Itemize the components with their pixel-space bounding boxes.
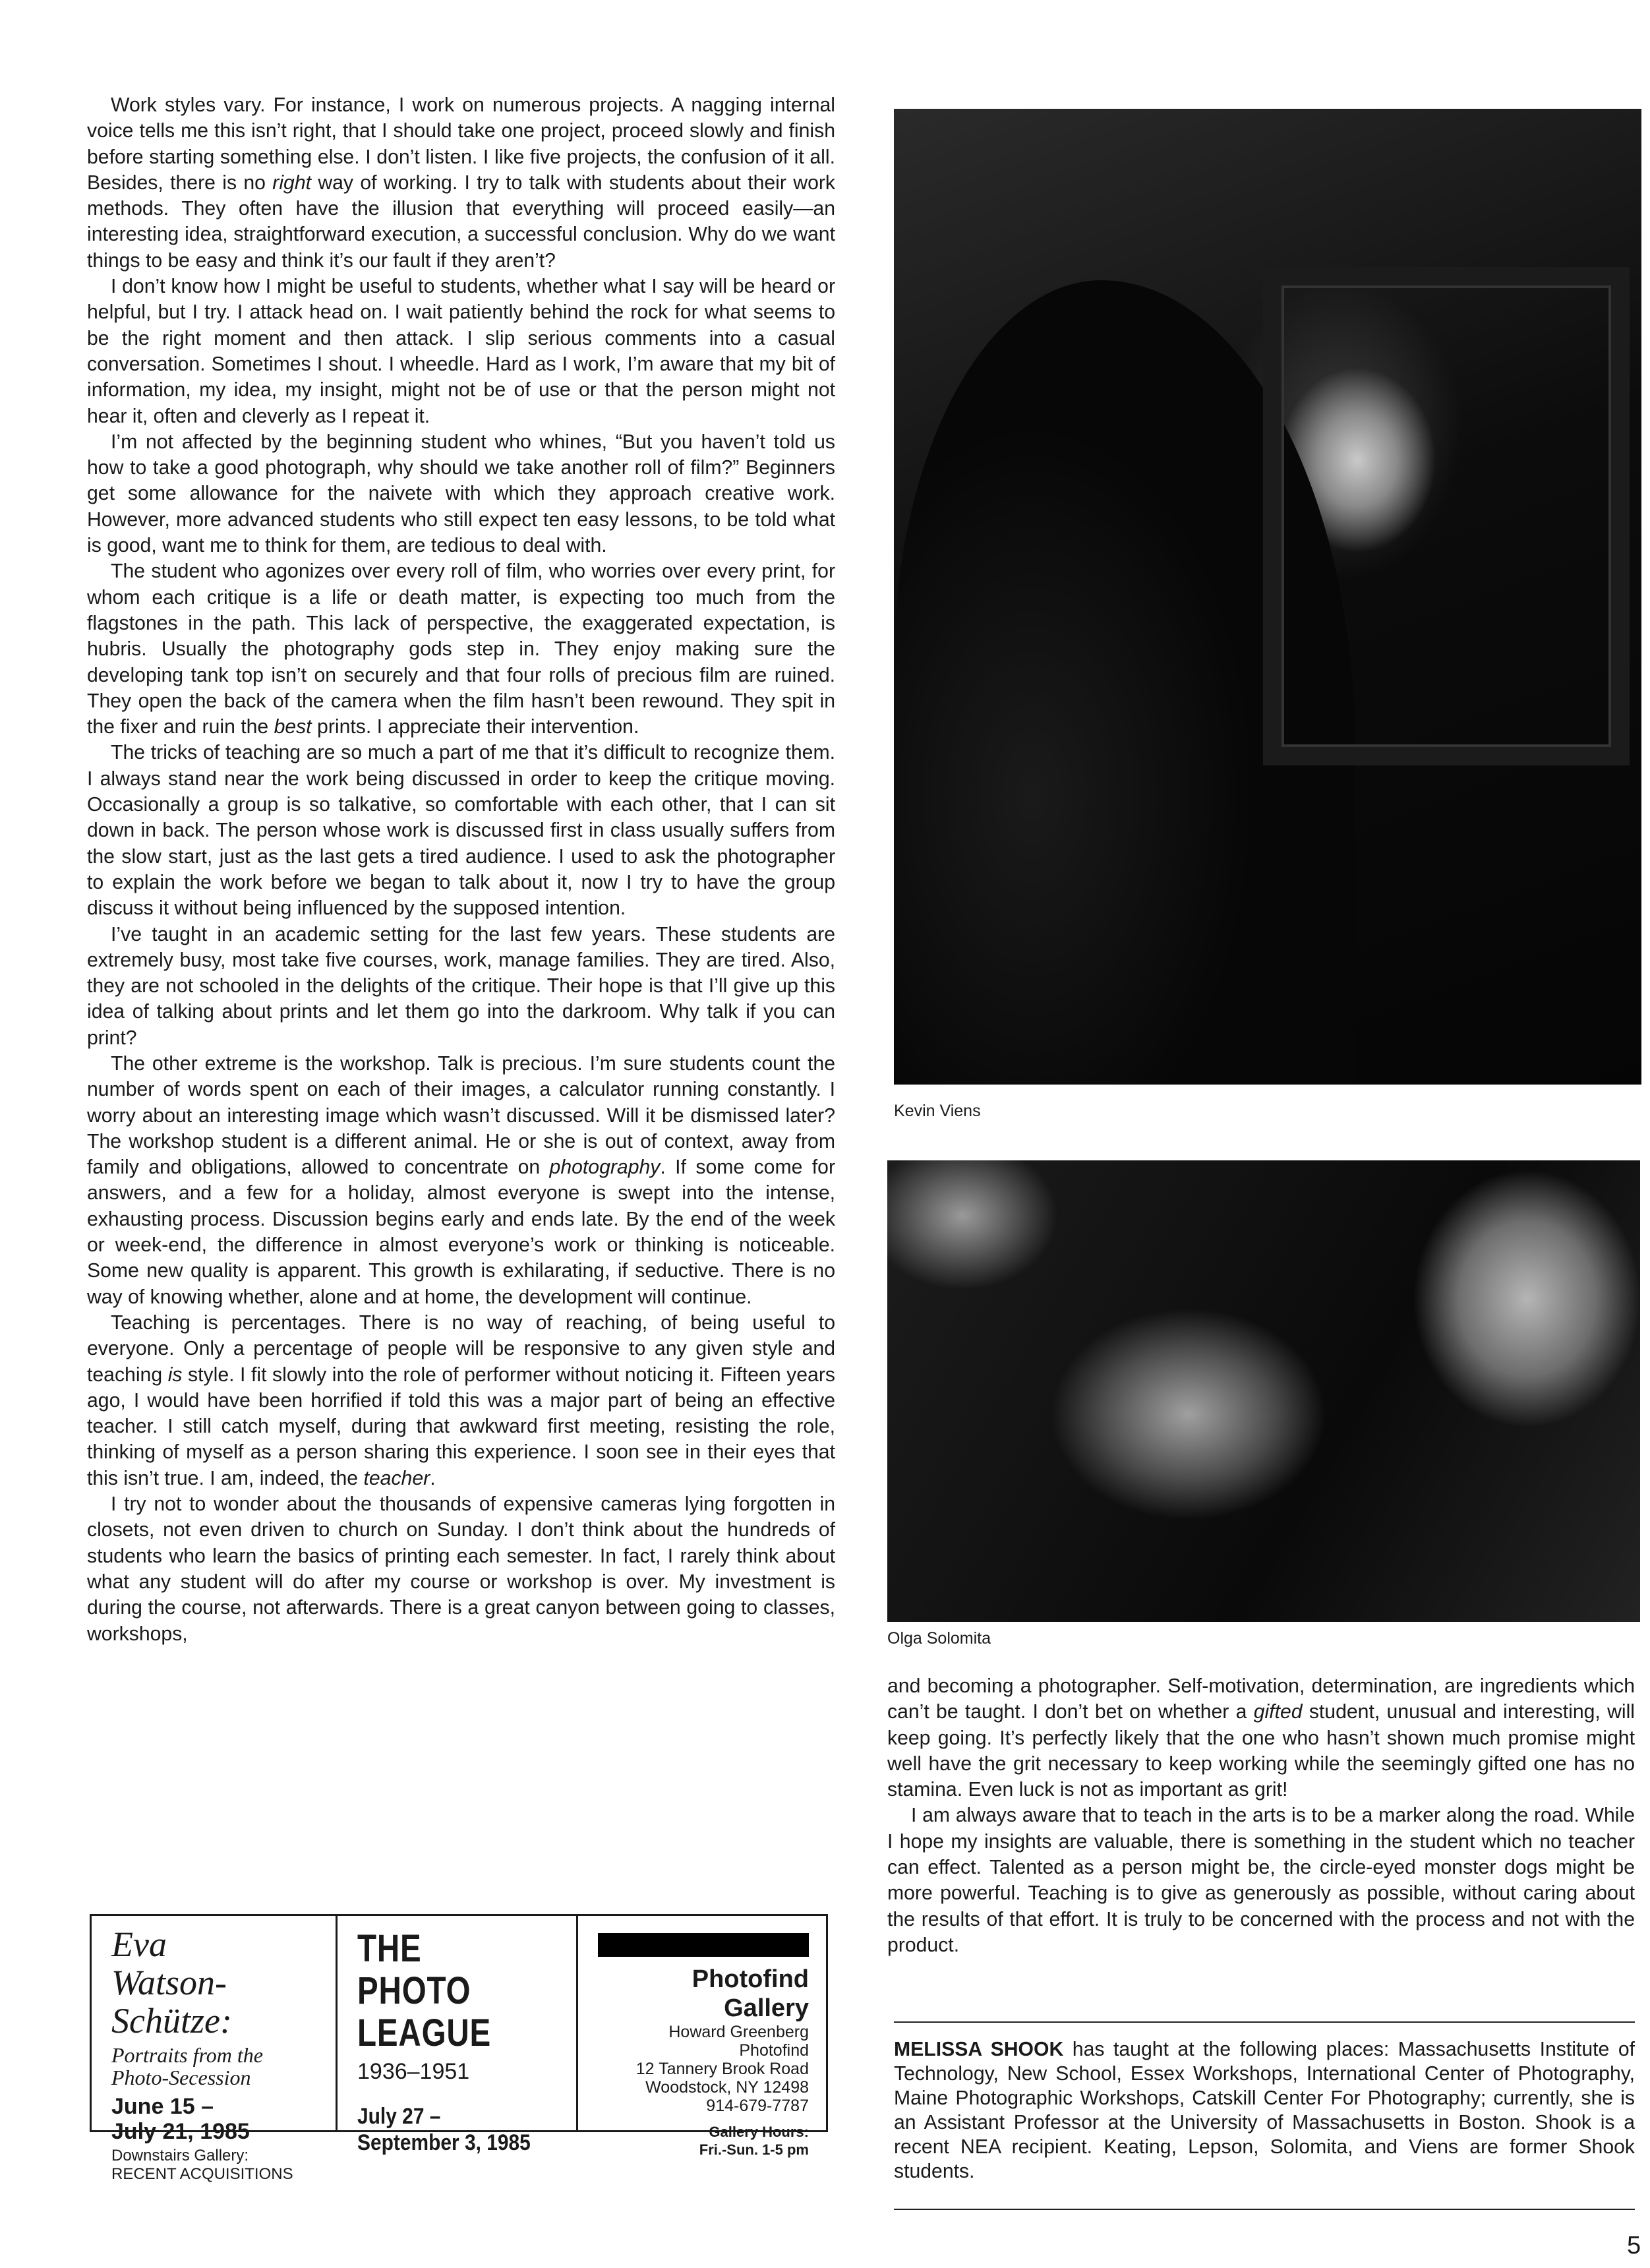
gallery-ad [90, 1914, 828, 2183]
article-paragraph [87, 1051, 835, 1310]
ad-eva-watson-schutze [92, 1916, 336, 2183]
article-text: I am always aware that to teach in the arts is to be a marker along the road. While I hope my insights are valuable, there is something in the student which no teacher can effect. Talented as a person might be, the circle-eyed monster dogs might be more powerful. Teaching is to give as generously as possible, without caring about the results of that effort. It is truly to be concerned with the process and not with the product. [887, 1805, 1635, 1956]
article-paragraph [887, 1803, 1635, 1958]
article-text: student, unusual and interesting, will keep going. It’s perfectly likely that the one who hasn’t shown much promise might well have the grit necessary to keep working while the seemingly gifted one has no stamina. Even luck is not as important as grit! [887, 1701, 1635, 1801]
article-paragraph [87, 1310, 835, 1491]
ad-league-title-line: LEAGUE [357, 2012, 492, 2054]
ad-gallery-black-bar [598, 1933, 809, 1957]
article-paragraph [87, 1491, 835, 1647]
ad-gallery-address-line: 12 Tannery Brook Road [635, 2060, 809, 2078]
article-text: Teaching is percentages. There is no way of reaching, of being useful to everyone. Only a percentage of people will be responsive to any given style and teaching [87, 1311, 835, 1386]
photo-caption-bottom: Olga Solomita [887, 1629, 991, 1648]
author-bio [894, 2037, 1635, 2184]
ad-eva-title-line: Watson- [111, 1963, 227, 2002]
article-italic-text: best [274, 716, 312, 738]
ad-eva-subtitle-line: Photo-Secession [111, 2066, 251, 2089]
article-italic-text: gifted [1253, 1701, 1303, 1723]
article-paragraph [87, 740, 835, 921]
photo-mirror-frame [1263, 267, 1630, 765]
photo-olga-solomita [887, 1160, 1640, 1622]
ad-eva-title [111, 1925, 326, 2040]
article-paragraph [887, 1673, 1635, 1803]
article-paragraph [87, 274, 835, 429]
article-text: style. I fit slowly into the role of performer without noticing it. Fifteen years ago, I would have been horrified if told this was a major part of being an effective teacher. I still catch myself, during that awkward first meeting, resisting the role, thinking of myself as a person sharing this experience. I soon see in their eyes that this isn’t true. I am, indeed, the [87, 1363, 835, 1489]
ad-gallery-phone: 914-679-7787 [706, 2097, 809, 2115]
ad-gallery-hours [598, 2123, 809, 2159]
article-text: . If some come for answers, and a few for a holiday, almost everyone is swept into the intense, exhausting process. Discussion begins early and ends late. By the end of the week or week-end, the difference in almost everyone’s work or thinking is noticeable. Some new quality is apparent. This growth is exhilarating, if seductive. There is no way of knowing whether, alone and at home, the development will continue. [87, 1156, 836, 1308]
ad-eva-downstairs-line: Downstairs Gallery: [111, 2147, 249, 2164]
article-paragraph [87, 922, 835, 1051]
article-text: Work styles vary. For instance, I work on numerous projects. A nagging internal voice tells me this isn’t right, that I should take one project, proceed slowly and finish before starting something else. I don’t listen. I like five projects, the confusion of it all. Besides, there is no [87, 94, 835, 194]
article-italic-text: is [167, 1363, 183, 1386]
ad-eva-subtitle [111, 2044, 326, 2089]
article-text: The other extreme is the workshop. Talk is precious. I’m sure students count the number of words spent on each of their images, a calculator running constantly. I worry about an interesting image which wasn’t discussed. Will it be dismissed later? The workshop student is a different animal. He or she is out of context, away from family and obligations, allowed to concentrate on [87, 1052, 835, 1179]
article-italic-text: right [272, 171, 311, 194]
ad-gallery-address-line: Woodstock, NY 12498 [645, 2078, 809, 2097]
ad-league-title-line: THE [357, 1927, 422, 1970]
bio-rule-top [894, 2021, 1635, 2023]
article-text: . [430, 1467, 436, 1489]
article-text: I don’t know how I might be useful to students, whether what I say will be heard or helpful, but I try. I attack head on. I wait patiently behind the rock for what seems to be the right moment and then attack. I slip serious comments into a casual conversation. Sometimes I shout. I wheedle. Hard as I work, I’m aware that my bit of information, my idea, my insight, might not be of use or that the person might not hear it, often and cleverly as I repeat it. [87, 276, 835, 427]
ad-eva-dates [111, 2094, 326, 2144]
ad-gallery-title [598, 1965, 809, 2023]
author-bio-text: has taught at the following places: Massachusetts Institute of Technology, New School, Essex Workshops, International Center of Photography, Maine Photographic Workshops, Catskill Center For Photography; currently, she is an Assistant Professor at the University of Massachusetts in Boston. Shook is a recent NEA recipient. Keating, Lepson, Solomita, and Viens are former Shook students. [894, 2039, 1635, 2182]
ad-league-title [357, 1928, 537, 2054]
ad-eva-subtitle-line: Portraits from the [111, 2043, 263, 2067]
article-text: The tricks of teaching are so much a part of me that it’s difficult to recognize them. I always stand near the work being discussed in order to keep the critique moving. Occasionally a group is so talkative, so comfortable with each other, that I can sit down in back. The person whose work is discussed first in class usually suffers from the slow start, just as the last gets a tired audience. I used to ask the photographer to explain the work before we began to talk about it, now I try to have the group discuss it without being influenced by the supposed intention. [87, 742, 835, 920]
article-paragraph [87, 558, 835, 740]
ad-eva-date-line: June 15 – [111, 2094, 214, 2119]
article-paragraph [87, 429, 835, 558]
bio-rule-bottom [894, 2209, 1635, 2210]
ad-league-title-line: PHOTO [357, 1969, 471, 2012]
article-paragraph [87, 92, 835, 274]
ad-league-dates [357, 2103, 550, 2156]
ad-photo-league [336, 1916, 576, 2155]
ad-gallery-hours-value: Fri.-Sun. 1-5 pm [699, 2141, 809, 2158]
article-italic-text: photography [549, 1156, 661, 1179]
ad-eva-title-line: Eva [111, 1925, 167, 1964]
ad-league-date-line: July 27 – [357, 2104, 441, 2129]
article-italic-text: teacher [363, 1467, 430, 1489]
article-text: I’ve taught in an academic setting for the last few years. These students are extremely busy, most take five courses, work, manage families. They are tired. Also, they are not schooled in the delights of the critique. Their hope is that I’ll give up this idea of talking about prints and let them go into the darkroom. Why talk if you can print? [87, 923, 835, 1049]
page-number: 5 [1627, 2232, 1641, 2259]
ad-gallery-title-line: Gallery [724, 1994, 809, 2022]
ad-eva-downstairs-line: RECENT ACQUISITIONS [111, 2165, 293, 2183]
article-text: The student who agonizes over every roll of film, who worries over every print, for whom each critique is a life or death matter, is expecting too much from the flagstones in the path. This lack of perspective, the exaggerated expectation, is hubris. Usually the photography gods step in. They enjoy making sure the developing tank top isn’t on securely and that four rolls of precious film are ruined. They open the back of the camera when the film hasn’t been rewound. They spit in the fixer and ruin the [87, 560, 835, 738]
ad-gallery-address-line: Howard Greenberg [668, 2023, 809, 2041]
ad-league-years: 1936–1951 [357, 2059, 470, 2084]
ad-gallery-hours-label: Gallery Hours: [709, 2124, 809, 2140]
article-text: I try not to wonder about the thousands of expensive cameras lying forgotten in closets, not even driven to church on Sunday. I don’t think about the hundreds of students who learn the basics of printing each semester. In fact, I rarely think about what any student will do after my course or workshop is over. My investment is during the course, not afterwards. There is a great canyon between going to classes, workshops, [87, 1493, 835, 1645]
article-text: way of working. I try to talk with students about their work methods. They often have the illusion that everything will proceed easily—an interesting idea, straightforward execution, a successful conclusion. Why do we want things to be easy and think it’s our fault if they aren’t? [87, 171, 836, 272]
photo-kevin-viens [894, 109, 1641, 1085]
article-text: I’m not affected by the beginning student who whines, “But you haven’t told us how to take a good photograph, why should we take another roll of film?” Beginners get some allowance for the naivete with which they approach creative work. However, more advanced students who still expect ten easy lessons, to be told what is good, want me to think for them, are tedious to deal with. [87, 431, 835, 557]
ad-gallery-address-line: Photofind [739, 2041, 809, 2060]
ad-eva-date-line: July 21, 1985 [111, 2119, 250, 2144]
ad-eva-title-line: Schütze: [111, 2001, 232, 2041]
ad-gallery-title-line: Photofind [692, 1965, 809, 1993]
photo-caption-top: Kevin Viens [894, 1102, 981, 1120]
article-text: and becoming a photographer. Self-motivation, determination, are ingredients which can’t be taught. I don’t bet on whether a [887, 1675, 1635, 1723]
ad-eva-downstairs [111, 2147, 326, 2184]
ad-league-date-line: September 3, 1985 [357, 2130, 531, 2155]
article-right-column [887, 1673, 1635, 1958]
author-name: MELISSA SHOOK [894, 2039, 1064, 2060]
ad-gallery-address [598, 2023, 809, 2115]
article-left-column [87, 92, 835, 1647]
article-text: prints. I appreciate their intervention. [311, 716, 639, 738]
ad-photofind-gallery [576, 1916, 826, 2158]
